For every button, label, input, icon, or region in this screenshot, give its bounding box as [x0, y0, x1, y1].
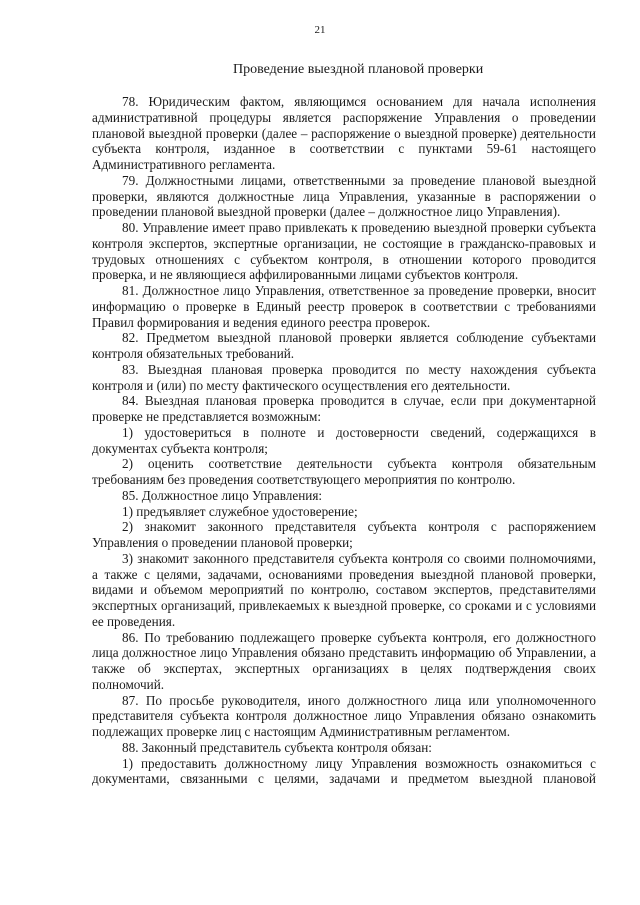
paragraph-85-item-3: 3) знакомит законного представителя субъекта контроля со своими полномочиями, а также с целями, задачами, основаниями проведения выездной плановой проверки, видами и объемом мероприятий по контролю, составом экспертов, представителями экспертных организаций, привлекаемых к выездной проверке, со сроками и с условиями ее проведения. [92, 550, 596, 629]
section-heading: Проведение выездной плановой проверки [233, 62, 484, 77]
paragraph-84-item-2: 2) оценить соответствие деятельности субъекта контроля обязательным требованиям без проведения соответствующего мероприятия по контролю. [92, 456, 596, 487]
paragraph-86: 86. По требованию подлежащего проверке субъекта контроля, его должностного лица должностное лицо Управления обязано представить информацию об Управлении, а также об экспертах, экспертных организациях в целях подтверждения своих полномочий. [92, 629, 596, 692]
paragraph-79: 79. Должностными лицами, ответственными за проведение плановой выездной проверки, являются должностные лица Управления, указанные в распоряжении о проведении плановой выездной проверки (далее – должностное лицо Управления). [92, 172, 596, 220]
paragraph-85: 85. Должностное лицо Управления: [122, 487, 323, 503]
paragraph-78: 78. Юридическим фактом, являющимся основанием для начала исполнения административной процедуры является распоряжение Управления о проведении плановой выездной проверки (далее – распоряжение о выездной проверке) деятельности субъекта контроля, изданное в соответствии с пунктами 59-61 настоящего Административного регламента. [92, 94, 596, 172]
paragraph-84-item-1: 1) удостовериться в полноте и достоверности сведений, содержащихся в документах субъекта контроля; [92, 424, 596, 456]
page-number: 21 [314, 24, 326, 36]
paragraph-87: 87. По просьбе руководителя, иного должностного лица или уполномоченного представителя субъекта контроля должностное лицо Управления обязано ознакомить подлежащих проверке лиц с настоящим Административным регламентом. [92, 692, 596, 739]
paragraph-88: 88. Законный представитель субъекта контроля обязан: [122, 739, 432, 755]
paragraph-88-item-1: 1) предоставить должностному лицу Управления возможность ознакомиться с документами, связанными с целями, задачами и предметом выездной плановой [92, 755, 596, 787]
paragraph-84: 84. Выездная плановая проверка проводится в случае, если при документарной проверке не представляется возможным: [92, 393, 596, 424]
paragraph-85-item-2: 2) знакомит законного представителя субъекта контроля с распоряжением Управления о проведении плановой проверки; [92, 519, 596, 550]
paragraph-82: 82. Предметом выездной плановой проверки является соблюдение субъектами контроля обязательных требований. [92, 330, 596, 361]
paragraph-80: 80. Управление имеет право привлекать к проведению выездной проверки субъекта контроля экспертов, экспертные организации, не состоящие в гражданско-правовых и трудовых отношениях с субъектом контроля, в отношении которого проводится проверка, и не являющиеся аффилированными лицами субъектов контроля. [92, 220, 596, 283]
paragraph-83: 83. Выездная плановая проверка проводится по месту нахождения субъекта контроля и (или) по месту фактического осуществления его деятельности. [92, 361, 596, 393]
document-body [92, 94, 596, 787]
paragraph-85-item-1: 1) предъявляет служебное удостоверение; [122, 503, 358, 519]
paragraph-81: 81. Должностное лицо Управления, ответственное за проведение проверки, вносит информацию о проверке в Единый реестр проверок в соответствии с требованиями Правил формирования и ведения единого реестра проверок. [92, 283, 596, 330]
